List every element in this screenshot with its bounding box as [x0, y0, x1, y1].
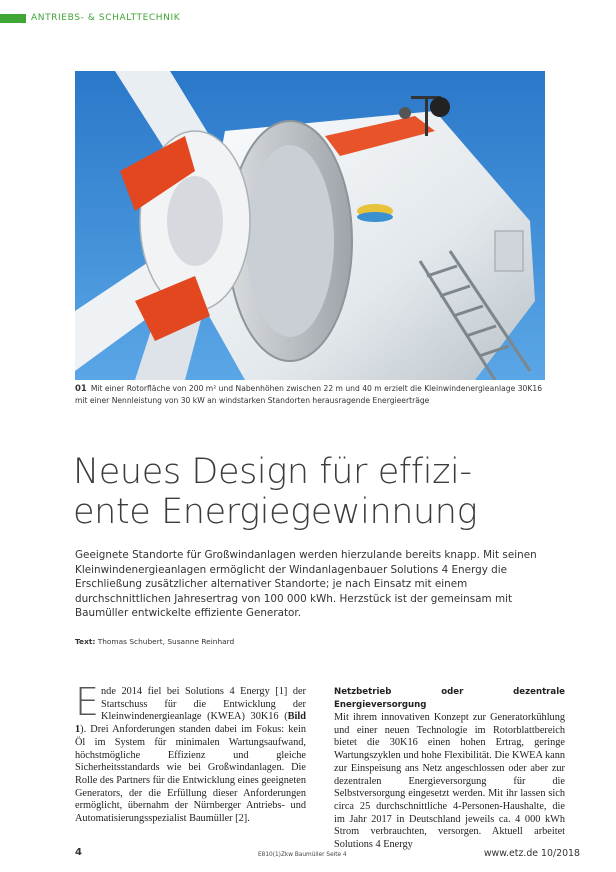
article-lead: Geeignete Standorte für Großwindanlagen werden hierzulande bereits knapp. Mit seinen Kleinwindenergieanlagen ermöglicht der Windanlagenbauer Solutions 4 Energy die Erschließung zusätzlicher alternativer Standorte; je nach Einsatz mit einem durchschnittlichen Jahresertrag von 100 000 kWh. Herzstück ist der gemeinsam mit Baumüller entwickelte effiziente Generator.: [75, 549, 537, 620]
figure-caption: [75, 383, 550, 407]
section-subheading: Netzbetrieb oder dezentrale Energieversorgung: [334, 687, 565, 710]
body-column-left: [75, 680, 306, 826]
body-right-text: Mit ihrem innovativen Konzept zur Generatorkühlung und einer neuen Technologie im Rotorblattbereich bietet die 30K16 einen hohen Ertrag, geringe Wartungszyklen und hohe Flexibilität. Die KWEA kann zur Einspeisung ans Netz angeschlossen oder aber zur dezentralen Energieversorgung für die Selbstversorgung eingesetzt werden. Mit ihr lassen sich circa 25 durchschnittliche 4-Personen-Haushalte, die im Jahr 2017 in Deutschland jeweils ca. 4 000 kWh Strom verbrauchten, versorgen. Aktuell arbeitet Solutions 4 Energy: [334, 712, 565, 851]
article-authors: [75, 637, 234, 646]
caption-text: Mit einer Rotorfläche von 200 m² und Nabenhöhen zwischen 22 m und 40 m erzielt die Kleinwindenergieanlage 30K16 mit einer Nennleistung von 30 kW an windstarken Standorten herausragende Energieerträge: [75, 384, 543, 405]
body-column-right: [334, 686, 565, 852]
section-label: ANTRIEBS- & SCHALTTECHNIK: [31, 13, 181, 23]
wind-turbine-illustration: [75, 71, 545, 380]
page-number: 4: [75, 847, 82, 858]
authors-label: Text:: [75, 637, 96, 646]
article-title: Neues Design für effizi- ente Energiegewinnung: [73, 452, 478, 532]
figure-reference: Bild 1: [75, 711, 306, 736]
footer-issue: www.etz.de 10/2018: [483, 848, 580, 859]
hero-image: [75, 71, 545, 380]
section-accent-bar: [0, 14, 26, 23]
body-left-text-2: ). Drei Anforderungen standen dabei im Fokus: kein Öl im System für minimalen Wartungsaufwand, höchstmögliche Effizienz und gleiche Sicherheitsstandards wie bei Großwindanlagen. Die Rolle des Partners für die Entwicklung eines geeigneten Generators, der die Erfüllung dieser Anforderungen ermöglicht, übernahm der Nürnberger Antriebs- und Automatisierungsspezialist Baumüller [2].: [75, 724, 306, 825]
caption-number: 01: [75, 384, 87, 394]
authors-names: Thomas Schubert, Susanne Reinhard: [97, 637, 235, 646]
section-header: [0, 10, 180, 26]
dropcap: E: [75, 680, 100, 724]
body-left-text-1: nde 2014 fiel bei Solutions 4 Energy [1] der Startschuss für die Entwicklung der Kleinwindenergieanlage (KWEA) 30K16 (: [101, 686, 306, 723]
footer-slug: E810(1)Zkw Baumüller Seite 4: [258, 852, 347, 858]
